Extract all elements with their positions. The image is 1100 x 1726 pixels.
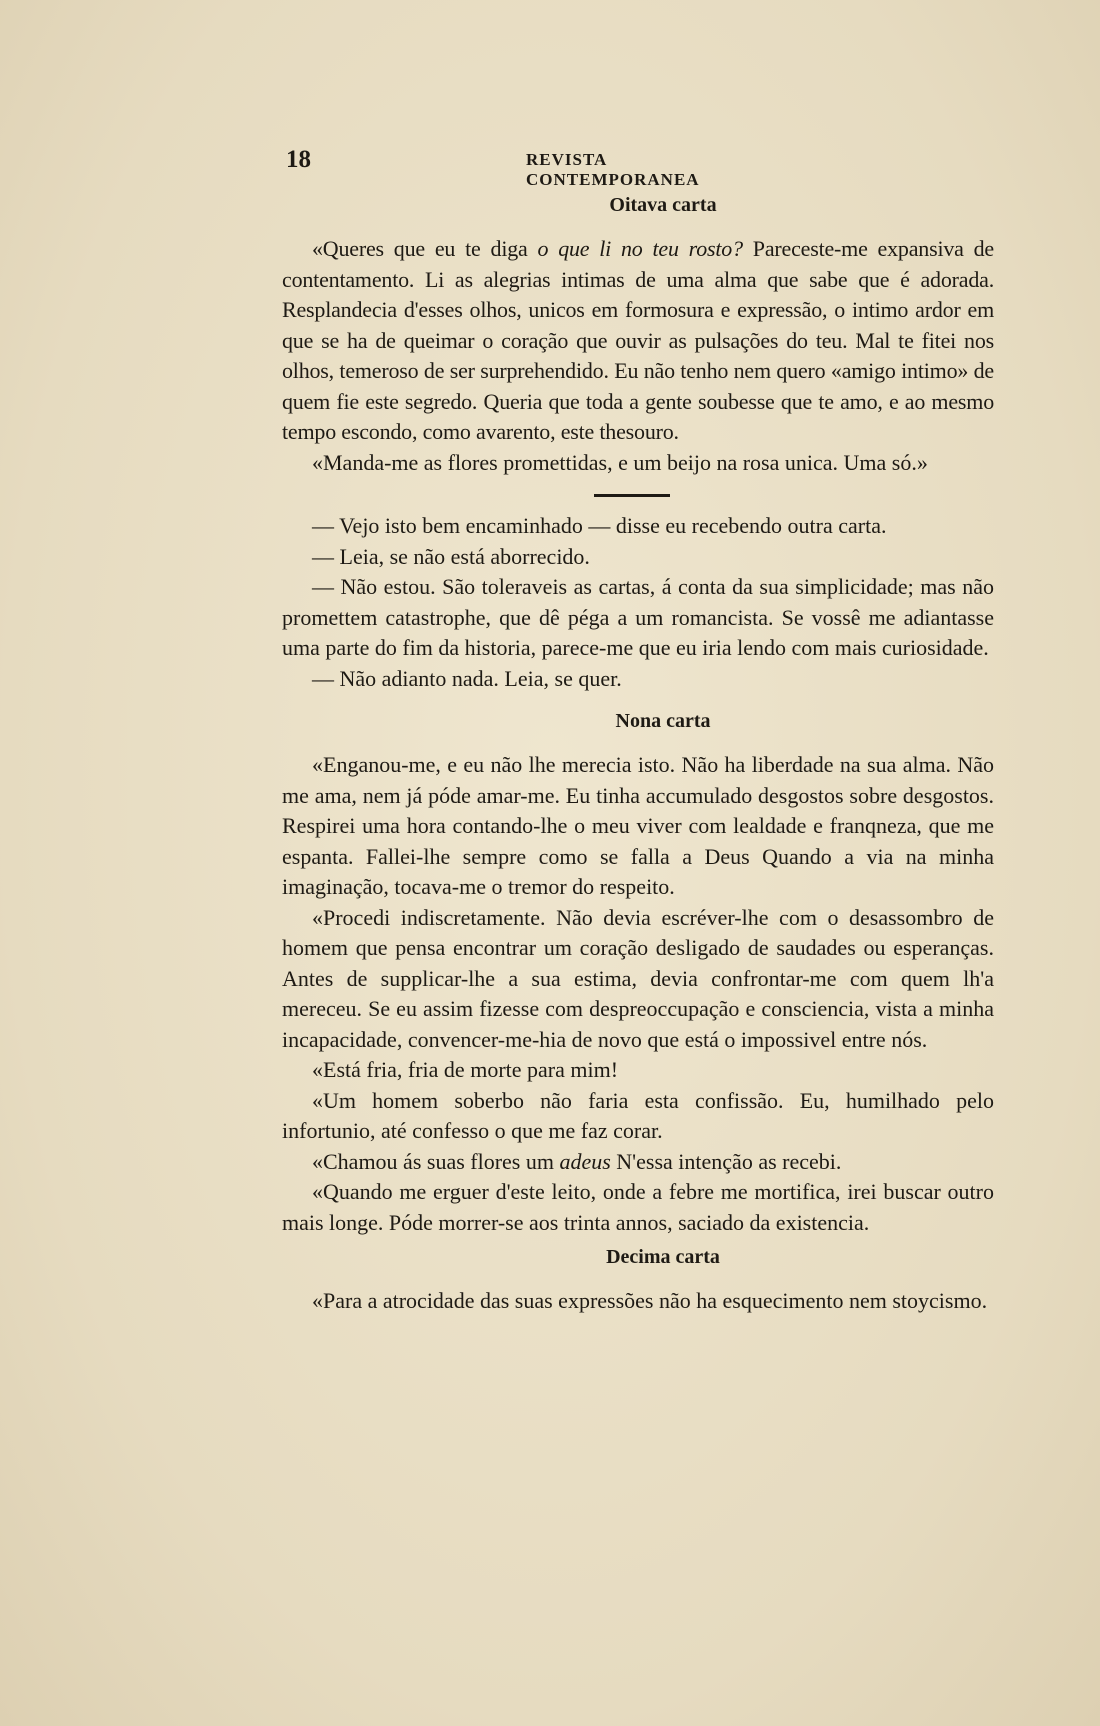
emphasis-text: adeus: [559, 1148, 611, 1174]
text-segment: «Queres que eu te diga: [312, 236, 538, 261]
page-content: [282, 190, 994, 1317]
text-segment: N'essa intenção as recebi.: [610, 1148, 842, 1174]
heading-nona-carta: Nona carta: [615, 710, 711, 732]
paragraph-nona-1: «Enganou-me, e eu não lhe merecia isto. Não ha liberdade na sua alma. Não me ama, nem já póde amar-me. Eu tinha accumulado desgostos sobre desgostos. Respirei uma hora contando-lhe o meu viver com lealdade e franqneza, que me espanta. Fallei-lhe sempre como se falla a Deus Quando a via na minha imaginação, tocava-me o tremor do respeito.: [282, 752, 994, 899]
heading-decima-carta: Decima carta: [606, 1246, 720, 1268]
journal-title: REVISTA CONTEMPORANEA: [526, 150, 700, 189]
paragraph-nona-3: «Está fria, fria de morte para mim!: [312, 1057, 619, 1082]
paragraph-nona-2: «Procedi indiscretamente. Não devia escréver-lhe com o desassombro de homem que pensa encontrar um coração desligado de saudades ou esperanças. Antes de supplicar-lhe a sua estima, devia confrontar-me com quem lh'a mereceu. Se eu assim fizesse com despreoccupação e consciencia, vista a minha incapacidade, convencer-me-hia de novo que está o impossivel entre nós.: [282, 904, 994, 1052]
paragraph-nona-6: «Quando me erguer d'este leito, onde a febre me mortifica, irei buscar outro mais longe. Póde morrer-se aos trinta annos, saciado da existencia.: [282, 1179, 994, 1235]
dialogue-line-3: — Não estou. São toleraveis as cartas, á conta da sua simplicidade; mas não promettem catastrophe, que dê péga a um romancista. Se vossê me adiantasse uma parte do fim da historia, parece-me que eu iria lendo com mais curiosidade.: [282, 574, 994, 660]
text-segment: Pareceste-me expansiva de contentamento. Li as alegrias intimas de uma alma que sabe que é adorada. Resplandecia d'esses olhos, unicos em formosura e expressão, o intimo ardor em que se ha de queimar o coração que ouvir as pulsações do teu. Mal te fitei nos olhos, temeroso de ser surprehendido. Eu não tenho nem quero «amigo intimo» de quem fie este segredo. Queria que toda a gente soubesse que te amo, e ao mesmo tempo escondo, como avarento, este thesouro.: [282, 236, 994, 444]
spacer: [282, 694, 994, 706]
text-segment: «Chamou ás suas flores um: [312, 1148, 560, 1174]
dialogue-line-1: — Vejo isto bem encaminhado — disse eu recebendo outra carta.: [312, 513, 887, 538]
emphasis-text: o que li no teu rosto?: [537, 236, 743, 261]
paragraph-oitava-2: «Manda-me as flores promettidas, e um beijo na rosa unica. Uma só.»: [312, 449, 928, 475]
heading-oitava-carta: Oitava carta: [609, 194, 717, 216]
paragraph-nona-5: [282, 1147, 994, 1178]
dialogue-line-4: — Não adianto nada. Leia, se quer.: [312, 665, 622, 691]
section-divider: [594, 494, 670, 497]
paragraph-nona-4: «Um homem soberbo não faria esta confissão. Eu, humilhado pelo infortunio, até confesso o que me faz corar.: [282, 1087, 994, 1143]
running-head: [286, 146, 770, 189]
page-number: 18: [286, 146, 311, 173]
paragraph-oitava-1: [282, 234, 994, 448]
dialogue-line-2: — Leia, se não está aborrecido.: [312, 543, 590, 569]
paragraph-decima-1: «Para a atrocidade das suas expressões não ha esquecimento nem stoycismo.: [312, 1288, 988, 1313]
